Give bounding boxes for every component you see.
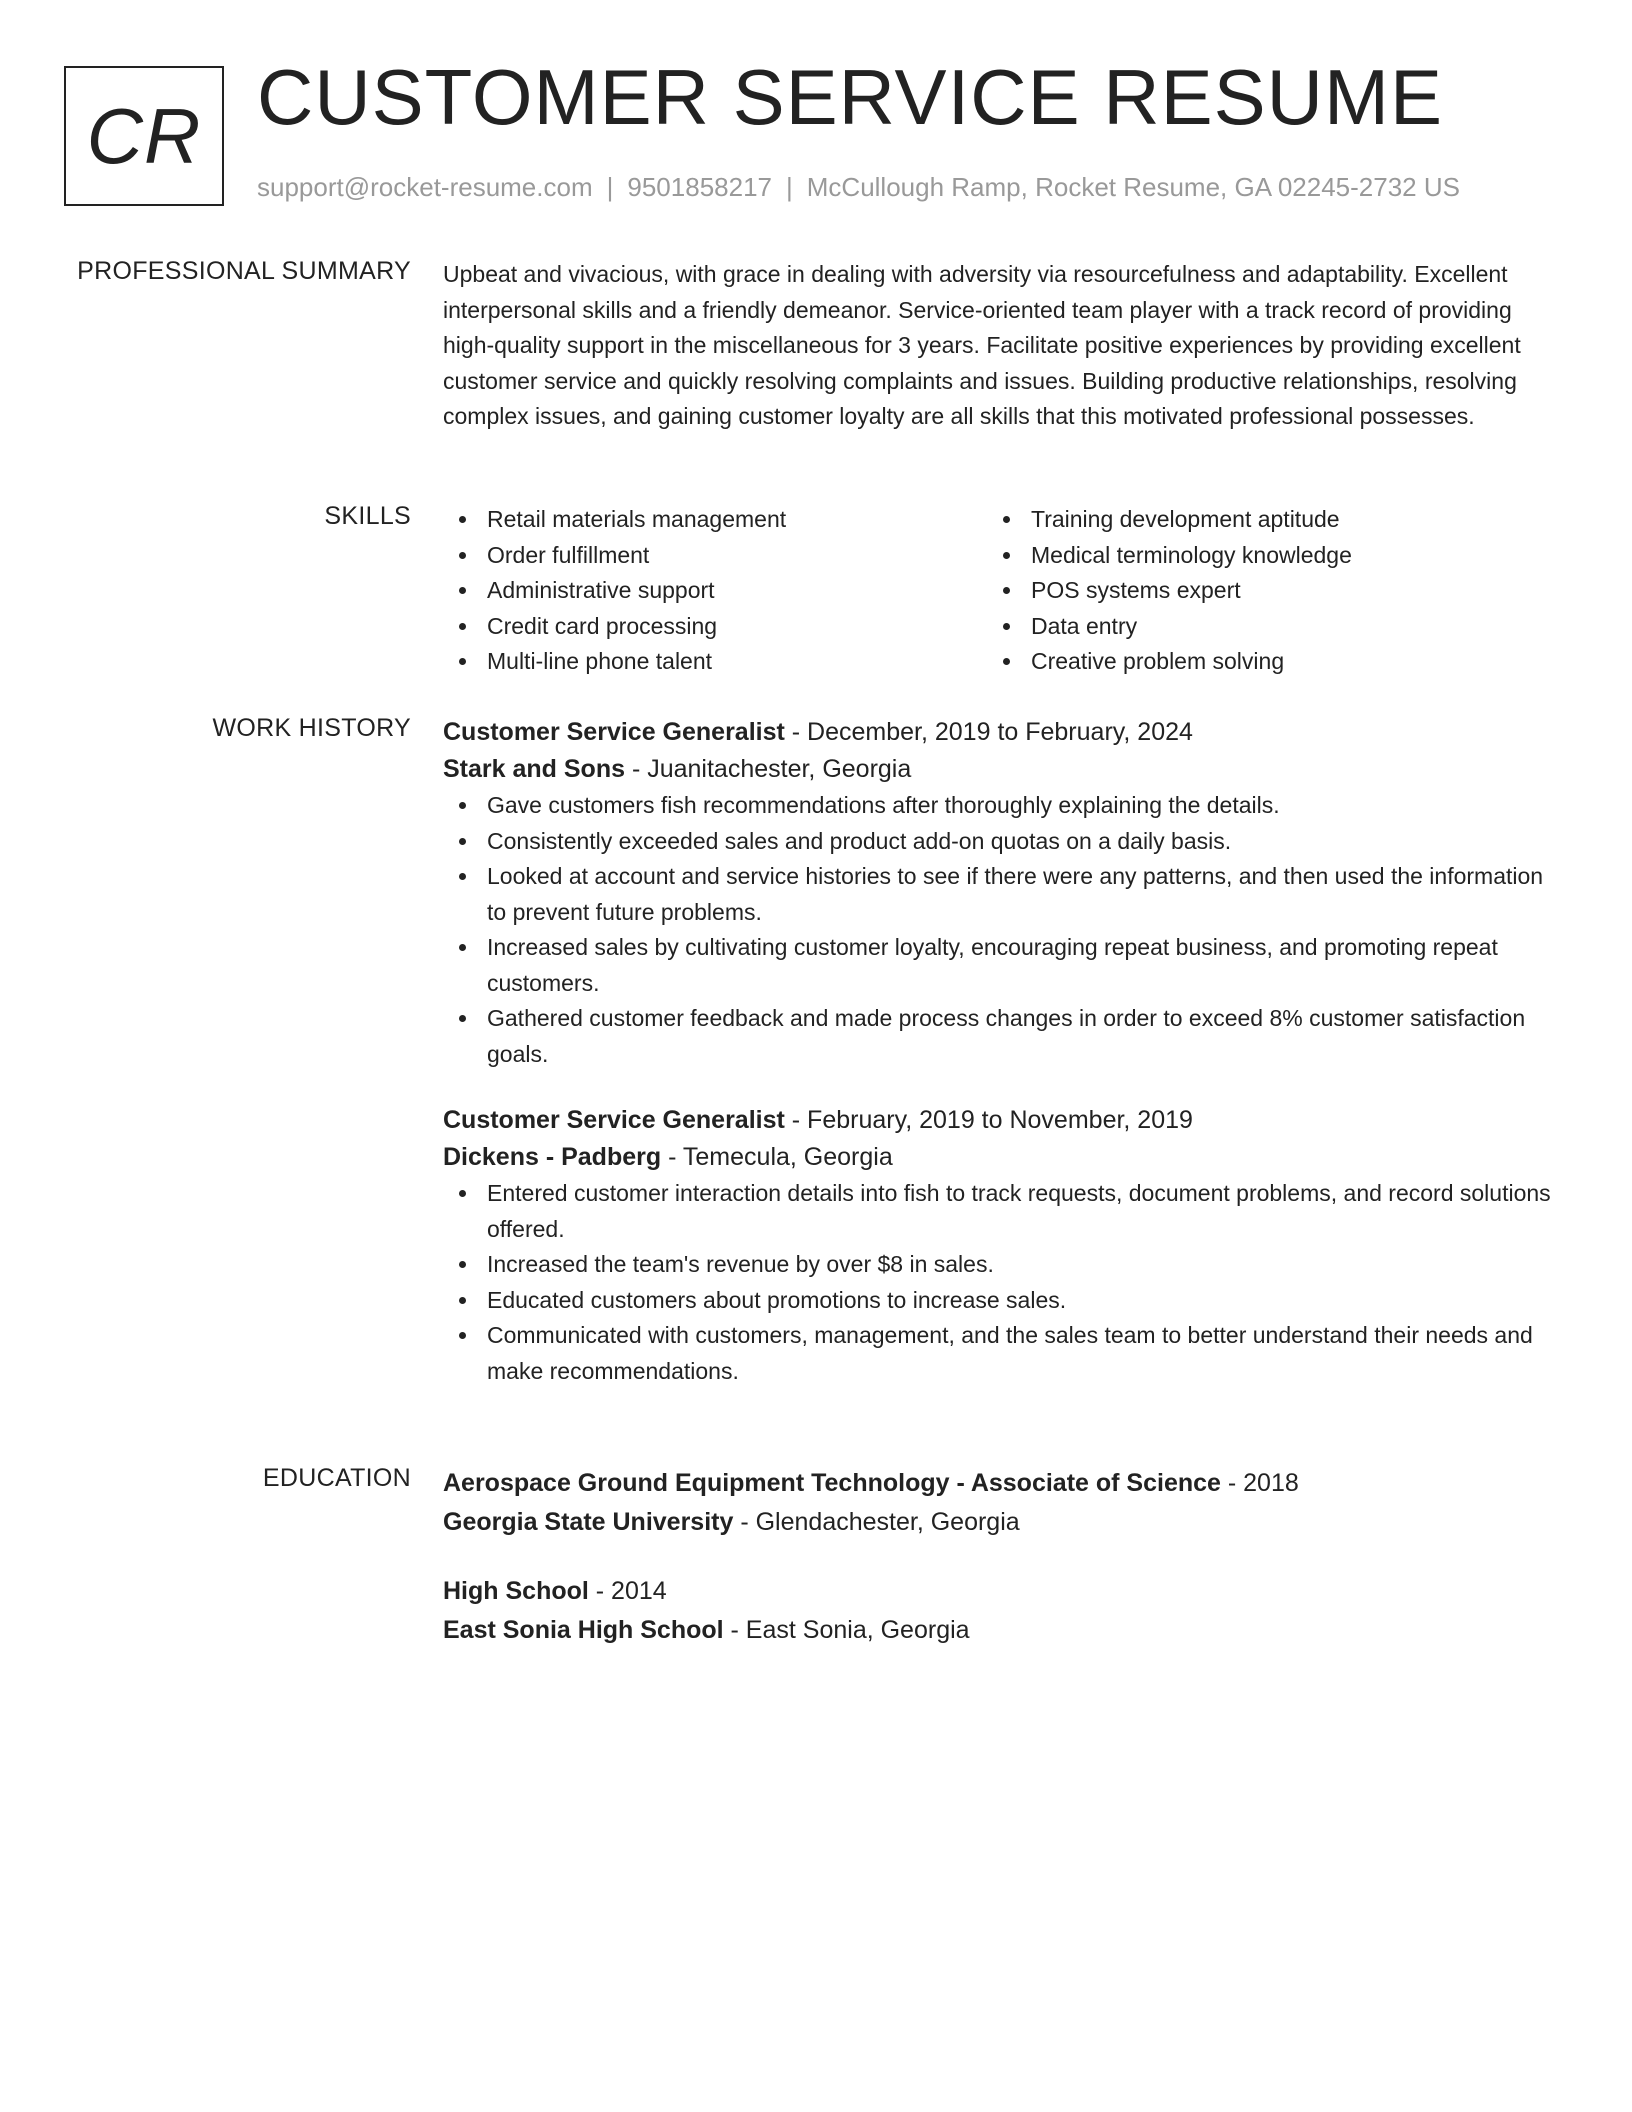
education-location: - East Sonia, Georgia: [723, 1616, 970, 1644]
skill-item: Training development aptitude: [987, 502, 1531, 538]
job-bullet-list: [443, 1176, 1553, 1389]
education-school-line: [443, 1611, 1553, 1650]
education-entry: [443, 1464, 1553, 1542]
skill-item: Administrative support: [443, 573, 987, 609]
job-bullet: Educated customers about promotions to increase sales.: [443, 1283, 1553, 1319]
summary-body: [443, 257, 1553, 435]
job-bullet: Gathered customer feedback and made process changes in order to exceed 8% customer satisfaction goals.: [443, 1001, 1553, 1072]
education-entry: [443, 1572, 1553, 1650]
skills-body: [443, 502, 1553, 680]
education-school: East Sonia High School: [443, 1616, 724, 1644]
contact-address: McCullough Ramp, Rocket Resume, GA 02245-2732 US: [806, 172, 1460, 202]
skill-item: Multi-line phone talent: [443, 644, 987, 680]
job-bullet: Communicated with customers, management, and the sales team to better understand their needs and make recommendations.: [443, 1318, 1553, 1389]
job-bullet: Entered customer interaction details into fish to track requests, document problems, and record solutions offered.: [443, 1176, 1553, 1247]
contact-email[interactable]: support@rocket-resume.com: [257, 172, 593, 202]
job-dates: - December, 2019 to February, 2024: [784, 718, 1193, 746]
job-location: - Temecula, Georgia: [661, 1143, 893, 1171]
skill-item: Creative problem solving: [987, 644, 1531, 680]
education-degree-line: [443, 1572, 1553, 1611]
job-title-line: [443, 1102, 1553, 1139]
job-bullet: Increased sales by cultivating customer loyalty, encouraging repeat business, and promoting repeat customers.: [443, 930, 1553, 1001]
job-bullet: Increased the team's revenue by over $8 in sales.: [443, 1247, 1553, 1283]
job-location: - Juanitachester, Georgia: [625, 755, 912, 783]
skill-item: Data entry: [987, 609, 1531, 645]
education-school-line: [443, 1503, 1553, 1542]
job-company-line: [443, 751, 1553, 788]
job-entry: [443, 714, 1553, 1072]
section-heading-skills: SKILLS: [324, 502, 411, 530]
section-heading-work: WORK HISTORY: [212, 714, 411, 742]
education-school: Georgia State University: [443, 1508, 734, 1536]
job-dates: - February, 2019 to November, 2019: [784, 1106, 1193, 1134]
job-bullet: Looked at account and service histories to see if there were any patterns, and then used the information to prevent future problems.: [443, 859, 1553, 930]
skill-item: Retail materials management: [443, 502, 987, 538]
job-entry: [443, 1102, 1553, 1389]
summary-text: Upbeat and vivacious, with grace in dealing with adversity via resourcefulness and adaptability. Excellent interpersonal skills and a friendly demeanor. Service-oriented team player with a track record of providing high-quality support in the miscellaneous for 3 years. Facilitate positive experiences by providing excellent customer service and quickly resolving complaints and issues. Building productive relationships, resolving complex issues, and gaining customer loyalty are all skills that this motivated professional possesses.: [443, 261, 1521, 429]
resume-title: CUSTOMER SERVICE RESUME: [257, 53, 1443, 141]
skills-grid: [443, 502, 1553, 680]
job-bullet: Gave customers fish recommendations after thoroughly explaining the details.: [443, 788, 1553, 824]
job-bullet: Consistently exceeded sales and product add-on quotas on a daily basis.: [443, 824, 1553, 860]
job-company: Dickens - Padberg: [443, 1143, 662, 1171]
job-company: Stark and Sons: [443, 755, 625, 783]
education-body: [443, 1464, 1553, 1650]
skill-item: POS systems expert: [987, 573, 1531, 609]
education-location: - Glendachester, Georgia: [733, 1508, 1020, 1536]
section-heading-summary: PROFESSIONAL SUMMARY: [77, 257, 411, 285]
job-title: Customer Service Generalist: [443, 718, 785, 746]
monogram-initials: CR: [86, 91, 202, 180]
education-degree: Aerospace Ground Equipment Technology - Associate of Science: [443, 1469, 1221, 1497]
skill-item: Order fulfillment: [443, 538, 987, 574]
skills-list-left: [443, 502, 987, 680]
monogram-box: [64, 66, 224, 206]
contact-separator: |: [786, 172, 793, 202]
job-title-line: [443, 714, 1553, 751]
job-company-line: [443, 1139, 1553, 1176]
education-year: - 2014: [588, 1577, 667, 1605]
skill-item: Medical terminology knowledge: [987, 538, 1531, 574]
job-bullet-list: [443, 788, 1553, 1072]
contact-phone[interactable]: 9501858217: [627, 172, 772, 202]
work-body: [443, 714, 1553, 1389]
education-degree: High School: [443, 1577, 589, 1605]
education-year: - 2018: [1220, 1469, 1299, 1497]
contact-separator: |: [606, 172, 614, 202]
skills-list-right: [987, 502, 1531, 680]
education-degree-line: [443, 1464, 1553, 1503]
contact-line: [257, 172, 1460, 203]
skill-item: Credit card processing: [443, 609, 987, 645]
section-heading-education: EDUCATION: [262, 1464, 411, 1492]
job-title: Customer Service Generalist: [443, 1106, 785, 1134]
